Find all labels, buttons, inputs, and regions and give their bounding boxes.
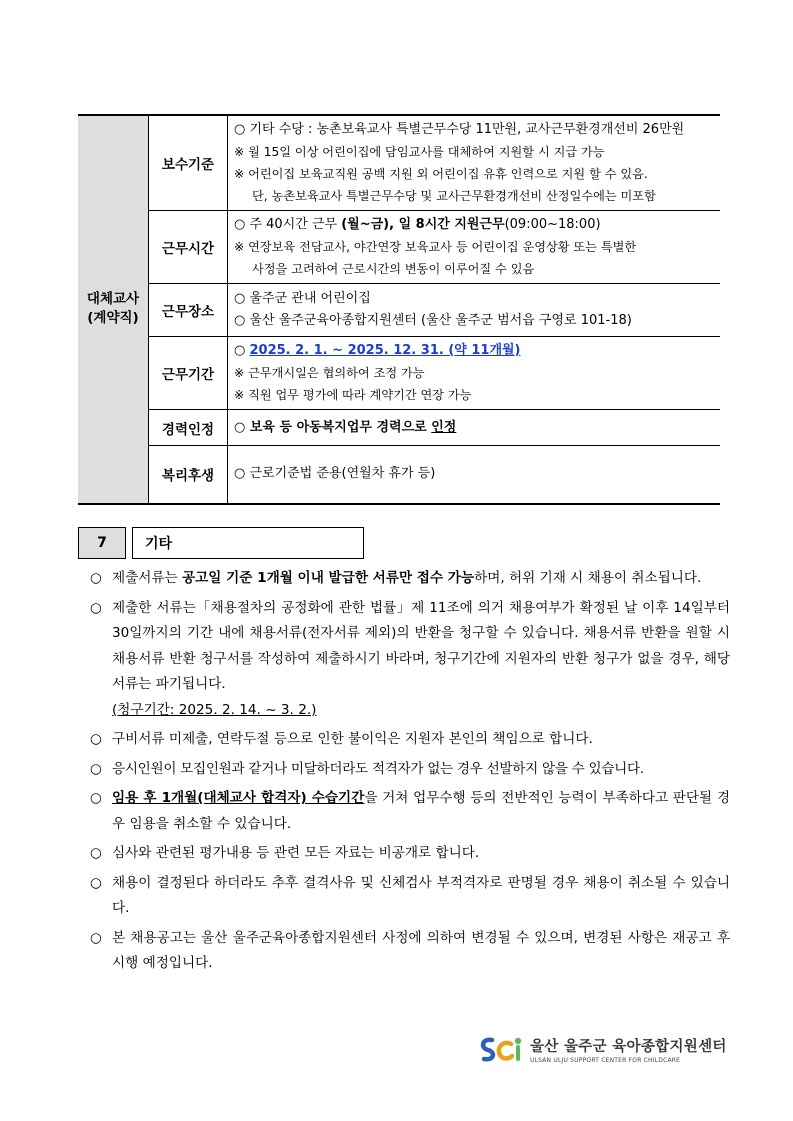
period-line-1: [234, 340, 714, 362]
career-emphasis: 인정: [431, 419, 457, 435]
row-label-place: 근무장소: [149, 284, 228, 337]
bullet-icon: ○: [90, 845, 102, 861]
row-label-career: 경력인정: [149, 410, 228, 446]
hours-note-1: ※ 연장보육 전담교사, 야간연장 보육교사 등 어린이집 운영상황 또는 특별한: [234, 240, 637, 254]
bullet-icon: ○: [90, 929, 102, 946]
career-line-1: [234, 417, 714, 439]
row-label-period: 근무기간: [149, 337, 228, 410]
row-label-pay: 보수기준: [149, 115, 228, 211]
hours-text-a: ○ 주 40시간 근무: [234, 217, 342, 232]
bullet-icon: ○: [90, 760, 102, 777]
section-number: 7: [78, 527, 126, 559]
career-text: ○ 보육 등 아동복지업무 경력으로: [234, 419, 432, 435]
hours-note-2: 사정을 고려하여 근로시간의 변동이 이루어질 수 있음: [252, 262, 535, 276]
row-value-period: [228, 337, 721, 410]
claim-period: (청구기간: 2025. 2. 14. ~ 3. 2.): [112, 701, 317, 718]
pay-note-1: ※ 월 15일 이상 어린이집에 담임교사를 대체하여 지원할 시 지급 가능: [234, 145, 605, 159]
item-text: 심사와 관련된 평가내용 등 관련 모든 자료는 비공개로 합니다.: [112, 845, 480, 861]
row-value-career: [228, 410, 721, 446]
row-label-hours: 근무시간: [149, 211, 228, 284]
item-text: 제출서류는: [112, 570, 182, 586]
category-label: 대체교사 (계약직): [86, 290, 140, 327]
row-value-pay: [228, 115, 721, 211]
list-item: [90, 727, 730, 753]
center-logo: [478, 1034, 727, 1064]
item-text: 구비서류 미제출, 연락두절 등으로 인한 불이익은 지원자 본인의 책임으로 합니다.: [112, 731, 593, 747]
logo-name: 울산 울주군 육아종합지원센터: [530, 1038, 727, 1055]
list-item: [90, 871, 730, 922]
row-value-hours: [228, 211, 721, 284]
period-note-2: ※ 직원 업무 평가에 따라 계약기간 연장 가능: [234, 388, 472, 402]
list-item: [90, 926, 730, 977]
pay-note-2: ※ 어린이집 보육교직원 공백 지원 외 어린이집 유휴 인력으로 지원 할 수 있음.: [234, 167, 648, 181]
list-item: [90, 786, 730, 837]
row-label-welfare: 복리후생: [149, 446, 228, 504]
place-line-2: ○ 울산 울주군육아종합지원센터 (울산 울주군 범서읍 구영로 101-18): [234, 313, 632, 328]
row-value-place: [228, 284, 721, 337]
period-dates: 2025. 2. 1. ~ 2025. 12. 31. (약 11개월): [249, 343, 521, 358]
hours-text-c: (09:00~18:00): [504, 217, 601, 232]
item-text: 응시인원이 모집인원과 같거나 미달하더라도 적격자가 없는 경우 선발하지 않을 수 있습니다.: [112, 760, 644, 777]
logo-english: ULSAN ULJU SUPPORT CENTER FOR CHILDCARE: [530, 1056, 681, 1064]
bullet-icon: ○: [90, 570, 102, 586]
bullet-icon: ○: [90, 599, 102, 616]
period-note-1: ※ 근무개시일은 협의하여 조정 가능: [234, 366, 425, 380]
item-text: 채용이 결정된다 하더라도 추후 결격사유 및 신체검사 부적격자로 판명될 경우 채용이 취소될 수 있습니다.: [112, 874, 730, 916]
row-value-welfare: [228, 446, 721, 504]
item-emphasis: 공고일 기준 1개월 이내 발급한 서류만 접수 가능: [181, 570, 475, 586]
pay-line-1: ○ 기타 수당 : 농촌보육교사 특별근무수당 11만원, 교사근무환경개선비 26만원: [234, 122, 685, 137]
item-text: 하며, 허위 기재 시 채용이 취소됩니다.: [474, 570, 702, 586]
list-item: [90, 596, 730, 724]
period-bullet: ○: [234, 343, 250, 358]
place-line-1: ○ 울주군 관내 어린이집: [234, 291, 371, 306]
hours-line-1: [234, 214, 714, 236]
section-title: 기타: [132, 527, 364, 559]
bullet-icon: ○: [90, 790, 102, 806]
center-logo-icon: [478, 1034, 524, 1064]
item-emphasis: 임용 후 1개월(대체교사 합격자) 수습기간: [112, 790, 365, 806]
job-conditions-table: [78, 114, 720, 505]
bullet-icon: ○: [90, 731, 102, 747]
bullet-icon: ○: [90, 874, 102, 891]
hours-text-b: (월~금), 일 8시간 지원근무: [341, 217, 505, 232]
category-cell: [78, 115, 149, 504]
list-item: [90, 566, 730, 592]
welfare-line-1: ○ 근로기준법 준용(연월차 휴가 등): [234, 466, 436, 482]
list-item: [90, 841, 730, 867]
item-text: 을 거쳐 업무수행 등의 전반적인 능력이 부족하다고 판단될 경우 임용을 취소할 수 있습니다.: [112, 790, 730, 832]
notes-list: [90, 566, 730, 981]
item-text: 본 채용공고는 울산 울주군육아종합지원센터 사정에 의하여 변경될 수 있으며, 변경된 사항은 재공고 후 시행 예정입니다.: [112, 929, 730, 971]
list-item: [90, 757, 730, 783]
item-text: 제출한 서류는「채용절차의 공정화에 관한 법률」제 11조에 의거 채용여부가 확정된 날 이후 14일부터 30일까지의 기간 내에 채용서류(전자서류 제외)의 반환을 청구할 수 있습니다. 채용서류 반환을 원할 시 채용서류 반환 청구서를 작성하여 제출하시기 바라며, 청구기간에 지원자의 반환 청구가 없을 경우, 해당 서류는 파기됩니다.: [112, 599, 730, 692]
pay-note-3: 단, 농촌보육교사 특별근무수당 및 교사근무환경개선비 산정일수에는 미포함: [252, 189, 656, 203]
